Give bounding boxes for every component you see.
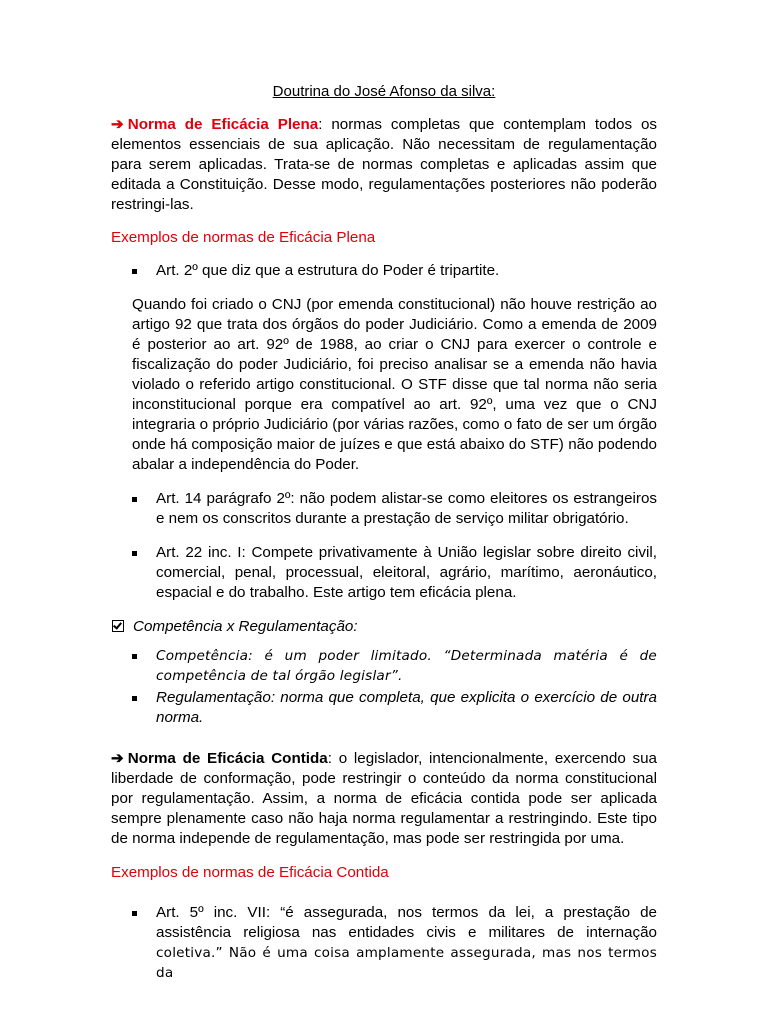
right-arrow-icon: ➔	[111, 116, 124, 133]
document-title: Doutrina do José Afonso da silva:	[272, 83, 496, 100]
examples-heading-plena: Exemplos de normas de Eficácia Plena	[111, 229, 376, 246]
term-eficacia-contida: Norma de Eficácia Contida	[127, 750, 328, 767]
list-item: Regulamentação: norma que completa, que explicita o exercício de outra norma.	[132, 688, 657, 728]
art5-text: Art. 5º inc. VII: “é assegurada, nos termos da lei, a prestação de assistência religiosa nas entidades civis e militares de internação	[156, 904, 657, 941]
eficacia-contida-text: : o legislador, intencionalmente, exercendo sua liberdade de conformação, pode restringir o conteúdo da norma constitucional por regulamentação. Assim, a norma de eficácia contida pode ser aplicada sempre plenamente caso não haja norma regulamentar a restringindo. Este tipo de norma independe de regulamentação, mas pode ser restringida por uma.	[111, 750, 657, 847]
examples-list-plena-cont	[111, 489, 657, 603]
list-item: Art. 2º que diz que a estrutura do Poder é tripartite.	[132, 261, 657, 281]
examples-list-plena	[111, 261, 657, 281]
eficacia-plena-definition	[111, 115, 657, 215]
list-item: Art. 14 parágrafo 2º: não podem alistar-se como eleitores os estrangeiros e nem os conscritos durante a prestação de serviço militar obrigatório.	[132, 489, 657, 529]
cnj-explanation: Quando foi criado o CNJ (por emenda constitucional) não houve restrição ao artigo 92 que trata dos órgãos do poder Judiciário. Como a emenda de 2009 é posterior ao art. 92º de 1988, ao criar o CNJ para exercer o controle e fiscalização do poder Judiciário, foi preciso analisar se a emenda não havia violado o referido artigo constitucional. O STF disse que tal norma não seria inconstitucional porque era compatível ao art. 92º, uma vez que o CNJ integraria o próprio Judiciário (por várias razões, como o fato de ser um órgão onde há composição maior de juízes e que está abaixo do STF) não podendo abalar a independência do Poder.	[132, 296, 657, 473]
examples-heading-contida: Exemplos de normas de Eficácia Contida	[111, 864, 389, 881]
right-arrow-icon: ➔	[111, 750, 124, 767]
competencia-heading: Competência x Regulamentação:	[111, 617, 657, 637]
list-item	[132, 903, 657, 983]
list-item: Competência: é um poder limitado. “Determinada matéria é de competência de tal órgão legislar”.	[132, 646, 657, 686]
examples-list-contida	[111, 903, 657, 983]
term-eficacia-plena: Norma de Eficácia Plena	[127, 116, 319, 133]
checked-box-icon	[112, 620, 124, 632]
list-item: Art. 22 inc. I: Compete privativamente à União legislar sobre direito civil, comercial, penal, processual, eleitoral, agrário, marítimo, aeronáutico, espacial e do trabalho. Este artigo tem eficácia plena.	[132, 543, 657, 603]
competencia-list	[111, 646, 657, 728]
eficacia-contida-definition	[111, 749, 657, 849]
art5-text-continued: coletiva.” Não é uma coisa amplamente assegurada, mas nos termos da	[156, 945, 657, 981]
eficacia-plena-text: : normas completas que contemplam todos os elementos essenciais de sua aplicação. Não necessitam de regulamentação para serem aplicadas. Trata-se de normas completas e aplicadas assim que editada a Constituição. Desse modo, regulamentações posteriores não poderão restringi-las.	[111, 116, 657, 213]
